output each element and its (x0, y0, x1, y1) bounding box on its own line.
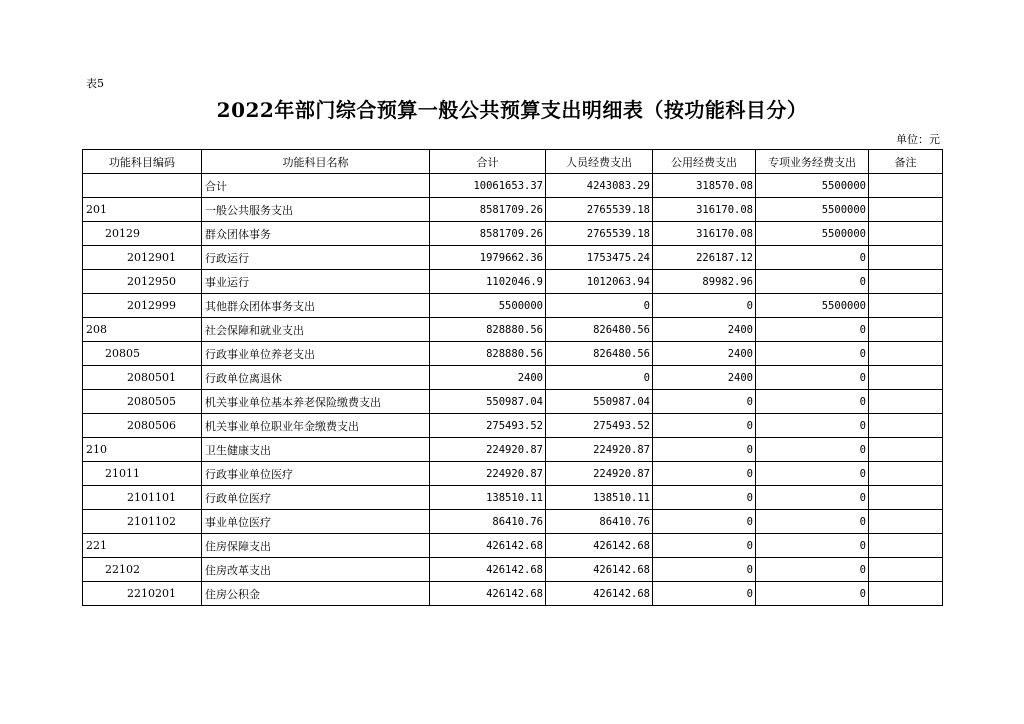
table-row (83, 342, 943, 366)
code-cell: 208 (83, 318, 202, 342)
note-cell (869, 294, 943, 318)
code-cell: 2080505 (83, 390, 202, 414)
total-cell: 224920.87 (430, 438, 546, 462)
column-header: 备注 (869, 150, 943, 174)
total-cell: 426142.68 (430, 582, 546, 606)
total-cell: 426142.68 (430, 534, 546, 558)
personnel-cell: 1753475.24 (546, 246, 653, 270)
column-header: 公用经费支出 (653, 150, 756, 174)
personnel-cell: 224920.87 (546, 438, 653, 462)
name-cell: 行政运行 (202, 246, 430, 270)
special-cell: 0 (756, 342, 869, 366)
public-cell: 89982.96 (653, 270, 756, 294)
table-row (83, 366, 943, 390)
name-cell: 事业运行 (202, 270, 430, 294)
personnel-cell: 826480.56 (546, 342, 653, 366)
public-cell: 318570.08 (653, 174, 756, 198)
total-cell: 550987.04 (430, 390, 546, 414)
table-row (83, 174, 943, 198)
total-cell: 10061653.37 (430, 174, 546, 198)
name-cell: 住房公积金 (202, 582, 430, 606)
name-cell: 事业单位医疗 (202, 510, 430, 534)
public-cell: 0 (653, 534, 756, 558)
personnel-cell: 2765539.18 (546, 198, 653, 222)
table-row (83, 438, 943, 462)
public-cell: 316170.08 (653, 222, 756, 246)
total-cell: 1102046.9 (430, 270, 546, 294)
column-header: 功能科目编码 (83, 150, 202, 174)
table-row (83, 510, 943, 534)
table-row (83, 558, 943, 582)
special-cell: 5500000 (756, 198, 869, 222)
total-cell: 138510.11 (430, 486, 546, 510)
note-cell (869, 414, 943, 438)
note-cell (869, 486, 943, 510)
name-cell: 一般公共服务支出 (202, 198, 430, 222)
code-cell: 21011 (83, 462, 202, 486)
note-cell (869, 558, 943, 582)
name-cell: 卫生健康支出 (202, 438, 430, 462)
special-cell: 0 (756, 510, 869, 534)
special-cell: 0 (756, 366, 869, 390)
special-cell: 0 (756, 414, 869, 438)
name-cell: 行政事业单位医疗 (202, 462, 430, 486)
total-cell: 2400 (430, 366, 546, 390)
note-cell (869, 390, 943, 414)
public-cell: 2400 (653, 366, 756, 390)
table-row (83, 198, 943, 222)
personnel-cell: 826480.56 (546, 318, 653, 342)
note-cell (869, 222, 943, 246)
code-cell: 210 (83, 438, 202, 462)
note-cell (869, 510, 943, 534)
personnel-cell: 2765539.18 (546, 222, 653, 246)
name-cell: 行政事业单位养老支出 (202, 342, 430, 366)
name-cell: 机关事业单位职业年金缴费支出 (202, 414, 430, 438)
personnel-cell: 426142.68 (546, 534, 653, 558)
note-cell (869, 342, 943, 366)
public-cell: 0 (653, 582, 756, 606)
note-cell (869, 438, 943, 462)
table-row (83, 486, 943, 510)
code-cell: 2210201 (83, 582, 202, 606)
note-cell (869, 246, 943, 270)
code-cell: 221 (83, 534, 202, 558)
page-title: 2022年部门综合预算一般公共预算支出明细表（按功能科目分） (216, 98, 808, 122)
special-cell: 0 (756, 246, 869, 270)
total-cell: 1979662.36 (430, 246, 546, 270)
table-row (83, 318, 943, 342)
table-row (83, 294, 943, 318)
code-cell (83, 174, 202, 198)
code-cell: 22102 (83, 558, 202, 582)
column-header: 专项业务经费支出 (756, 150, 869, 174)
personnel-cell: 224920.87 (546, 462, 653, 486)
name-cell: 住房改革支出 (202, 558, 430, 582)
special-cell: 0 (756, 582, 869, 606)
table-row (83, 222, 943, 246)
total-cell: 275493.52 (430, 414, 546, 438)
special-cell: 0 (756, 534, 869, 558)
special-cell: 0 (756, 270, 869, 294)
code-cell: 2101101 (83, 486, 202, 510)
total-cell: 8581709.26 (430, 222, 546, 246)
special-cell: 0 (756, 558, 869, 582)
note-cell (869, 318, 943, 342)
code-cell: 2012999 (83, 294, 202, 318)
budget-table (82, 149, 943, 606)
name-cell: 机关事业单位基本养老保险缴费支出 (202, 390, 430, 414)
personnel-cell: 0 (546, 366, 653, 390)
special-cell: 0 (756, 318, 869, 342)
total-cell: 86410.76 (430, 510, 546, 534)
table-row (83, 246, 943, 270)
column-header: 功能科目名称 (202, 150, 430, 174)
special-cell: 0 (756, 438, 869, 462)
personnel-cell: 426142.68 (546, 582, 653, 606)
personnel-cell: 86410.76 (546, 510, 653, 534)
note-cell (869, 198, 943, 222)
code-cell: 2080506 (83, 414, 202, 438)
public-cell: 316170.08 (653, 198, 756, 222)
name-cell: 行政单位离退休 (202, 366, 430, 390)
total-cell: 426142.68 (430, 558, 546, 582)
personnel-cell: 426142.68 (546, 558, 653, 582)
table-row (83, 414, 943, 438)
public-cell: 0 (653, 294, 756, 318)
total-cell: 8581709.26 (430, 198, 546, 222)
code-cell: 2101102 (83, 510, 202, 534)
total-cell: 828880.56 (430, 318, 546, 342)
personnel-cell: 138510.11 (546, 486, 653, 510)
special-cell: 0 (756, 486, 869, 510)
public-cell: 0 (653, 462, 756, 486)
total-cell: 5500000 (430, 294, 546, 318)
table-row (83, 270, 943, 294)
note-cell (869, 174, 943, 198)
table-row (83, 582, 943, 606)
name-cell: 群众团体事务 (202, 222, 430, 246)
public-cell: 2400 (653, 318, 756, 342)
name-cell: 其他群众团体事务支出 (202, 294, 430, 318)
public-cell: 0 (653, 390, 756, 414)
public-cell: 226187.12 (653, 246, 756, 270)
personnel-cell: 550987.04 (546, 390, 653, 414)
table-row (83, 534, 943, 558)
table-body (83, 174, 943, 606)
public-cell: 0 (653, 438, 756, 462)
table-row (83, 462, 943, 486)
column-header: 人员经费支出 (546, 150, 653, 174)
code-cell: 20805 (83, 342, 202, 366)
public-cell: 0 (653, 414, 756, 438)
code-cell: 20129 (83, 222, 202, 246)
special-cell: 5500000 (756, 222, 869, 246)
public-cell: 0 (653, 558, 756, 582)
personnel-cell: 4243083.29 (546, 174, 653, 198)
table-label: 表5 (86, 77, 104, 90)
table-header-row (83, 150, 943, 174)
note-cell (869, 534, 943, 558)
note-cell (869, 366, 943, 390)
code-cell: 201 (83, 198, 202, 222)
public-cell: 2400 (653, 342, 756, 366)
personnel-cell: 275493.52 (546, 414, 653, 438)
note-cell (869, 270, 943, 294)
special-cell: 5500000 (756, 174, 869, 198)
public-cell: 0 (653, 510, 756, 534)
name-cell: 住房保障支出 (202, 534, 430, 558)
total-cell: 828880.56 (430, 342, 546, 366)
table-row (83, 390, 943, 414)
name-cell: 行政单位医疗 (202, 486, 430, 510)
special-cell: 0 (756, 390, 869, 414)
note-cell (869, 582, 943, 606)
special-cell: 5500000 (756, 294, 869, 318)
special-cell: 0 (756, 462, 869, 486)
unit-label: 单位：元 (896, 133, 940, 146)
personnel-cell: 1012063.94 (546, 270, 653, 294)
code-cell: 2012950 (83, 270, 202, 294)
total-cell: 224920.87 (430, 462, 546, 486)
code-cell: 2080501 (83, 366, 202, 390)
note-cell (869, 462, 943, 486)
personnel-cell: 0 (546, 294, 653, 318)
code-cell: 2012901 (83, 246, 202, 270)
public-cell: 0 (653, 486, 756, 510)
name-cell: 社会保障和就业支出 (202, 318, 430, 342)
column-header: 合计 (430, 150, 546, 174)
name-cell: 合计 (202, 174, 430, 198)
